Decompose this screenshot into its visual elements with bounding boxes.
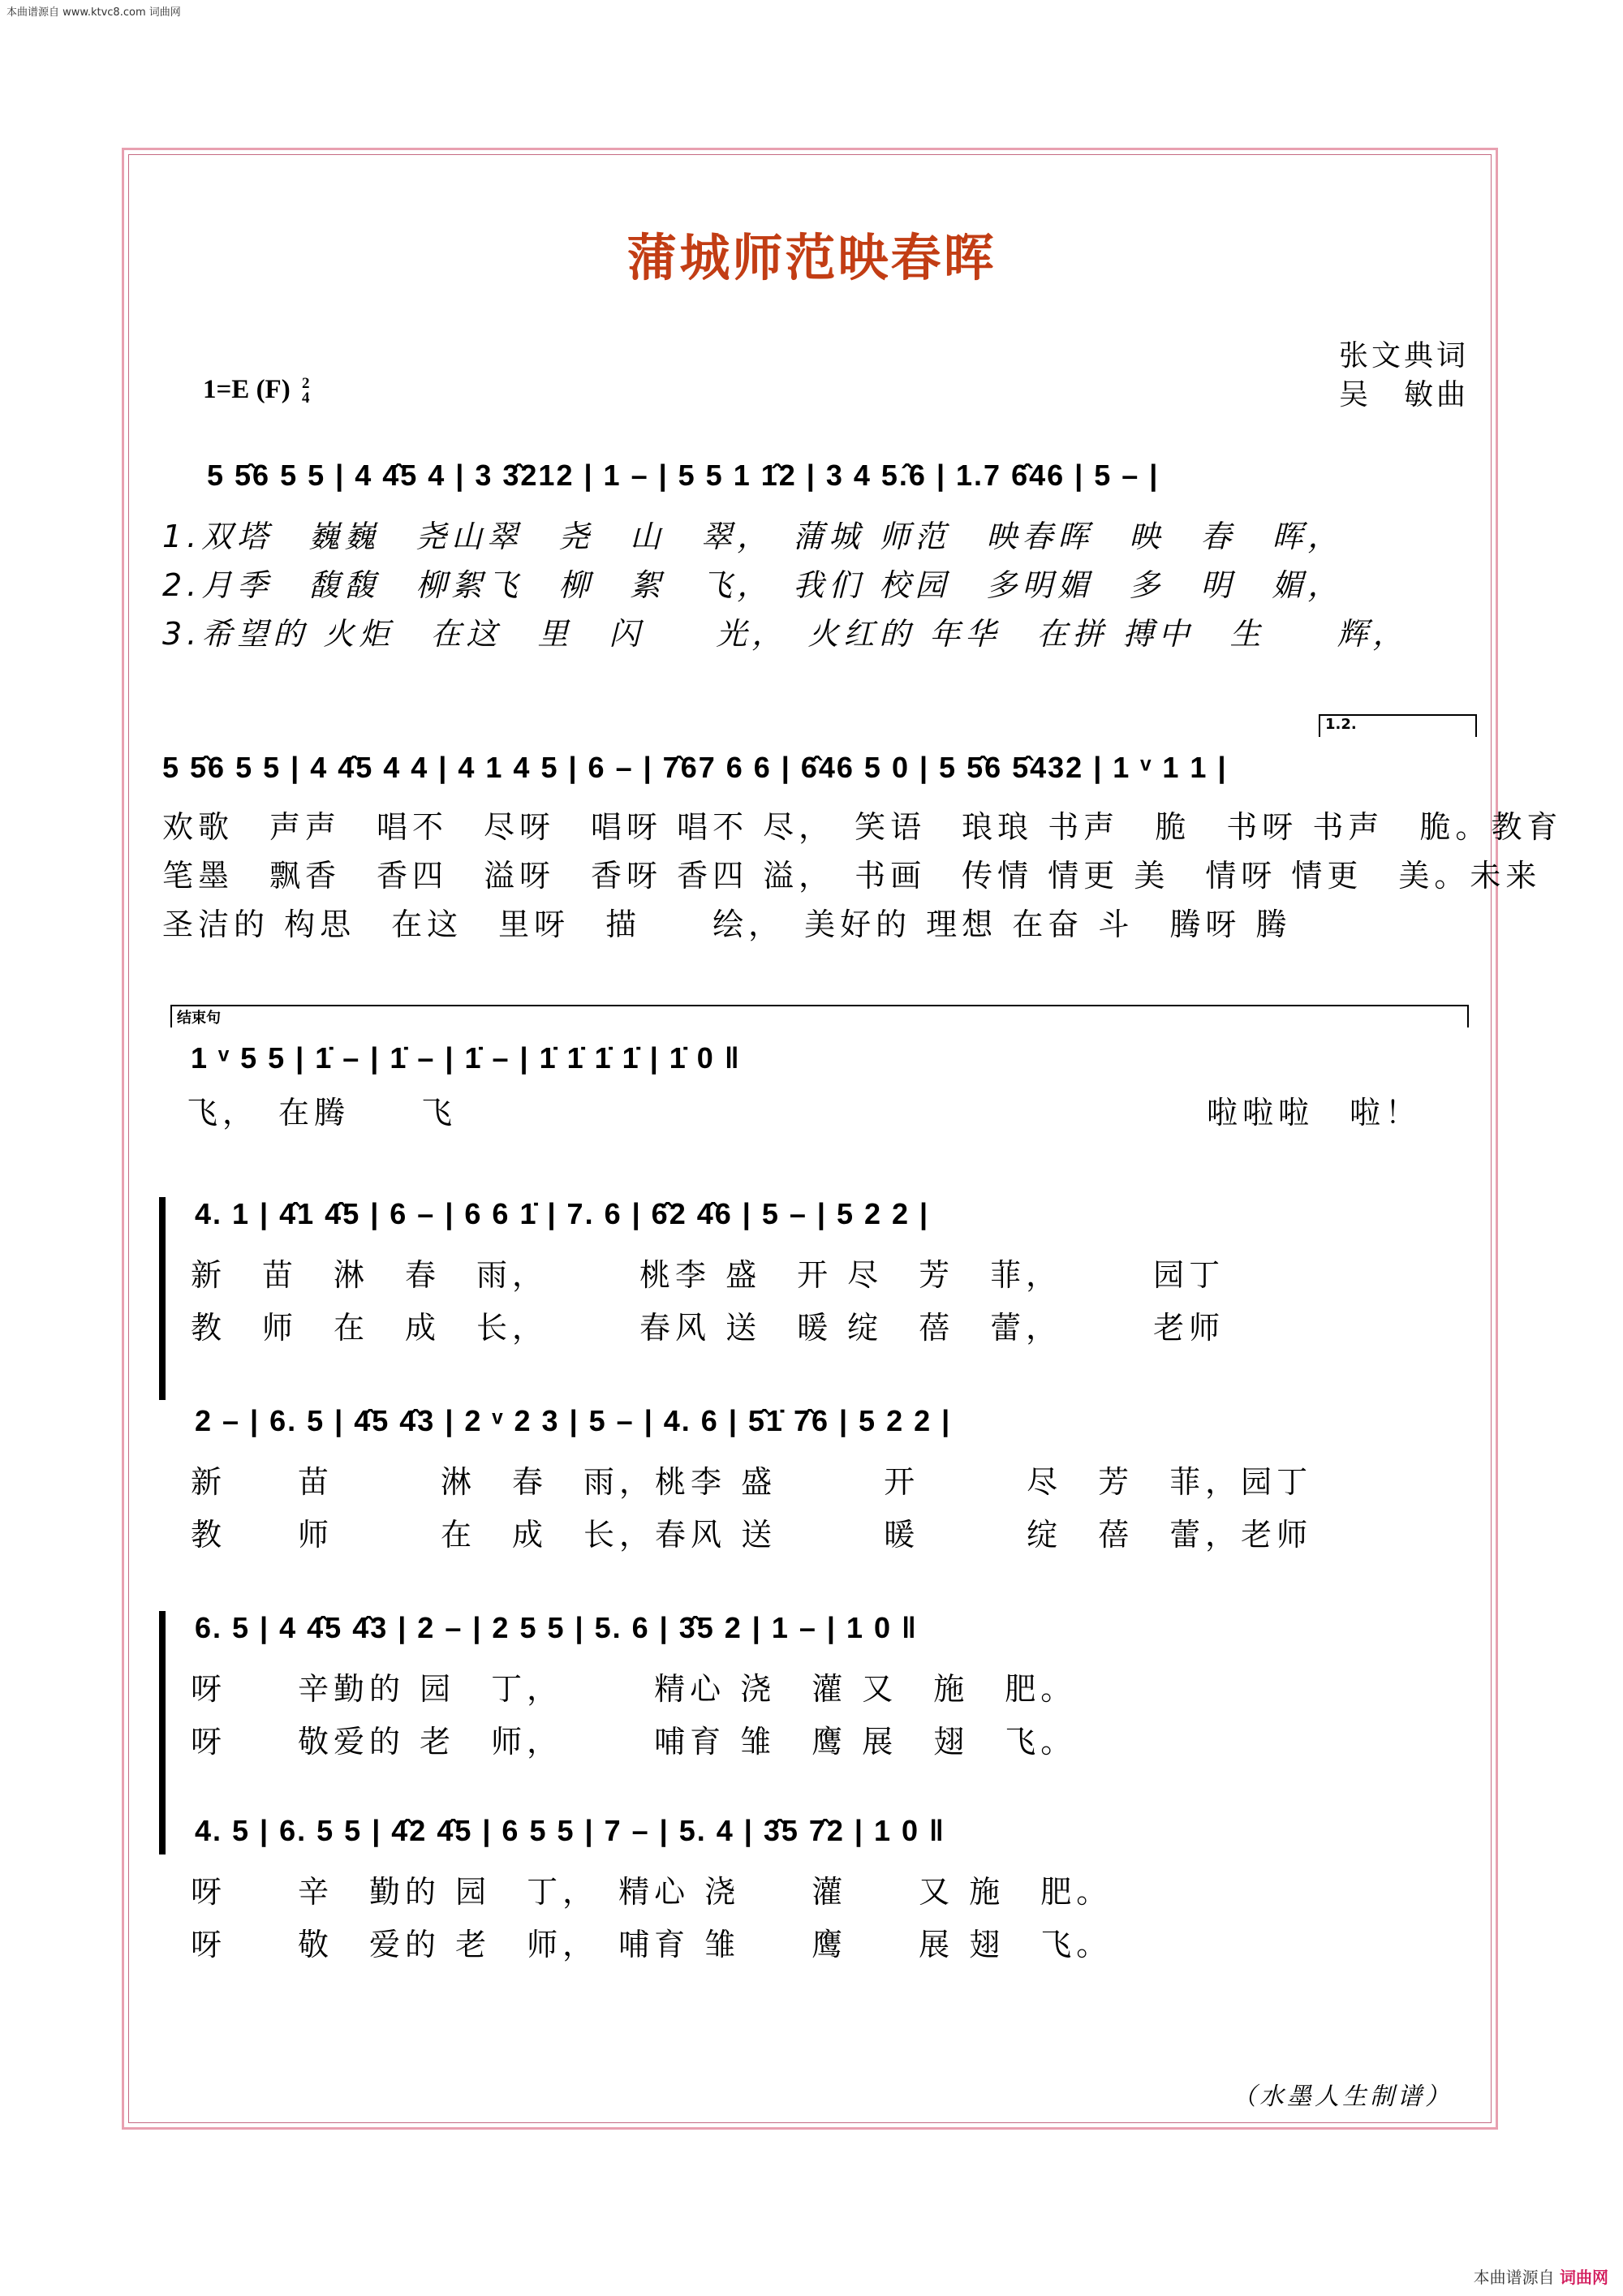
lyric-ending: 飞， 在腾 飞 啦啦啦 啦！	[187, 1095, 1422, 1131]
lyric-verse-1: 新 苗 淋 春 雨，桃李 盛 开 尽 芳 菲，园丁	[191, 1464, 1313, 1500]
song-title: 蒲城师范映春晖	[626, 228, 997, 287]
lyric-verse-1: 呀 辛勤的 园 丁， 精心 浇 灌 又 施 肥。	[191, 1671, 1077, 1707]
time-signature	[302, 377, 310, 406]
notation-line: 5 5̂6 5 5 | 4 4̂5 4 4 | 4 1 4 5 | 6 – | 7̂67 6 6 | 6̂46 5 0 | 5 5̂6 5̂432 | 1 ᵛ 1 1 |	[162, 751, 1228, 784]
lyric-verse-2: 呀 敬爱的 老 师， 哺育 雏 鹰 展 翅 飞。	[191, 1724, 1077, 1760]
lyric-verse-1: 呀 辛 勤的 园 丁， 精心 浇 灌 又 施 肥。	[191, 1874, 1113, 1910]
notation-line: 6. 5 | 4 4̂5 4̂3 | 2 – | 2 5 5 | 5. 6 | 3̂5 2 | 1 – | 1 0 ‖	[195, 1611, 918, 1644]
volta-bracket: 1.2.	[1319, 714, 1477, 737]
time-sig-top: 2	[301, 375, 310, 393]
notation-line: 4. 1 | 4̂1 4̂5 | 6 – | 6 6 1̇ | 7. 6 | 6̂2 4̂6 | 5 – | 5 2 2 |	[195, 1197, 930, 1230]
key-signature	[203, 375, 309, 406]
lyric-verse-2: 教 师 在 成 长，春风 送 暖 绽 蓓 蕾，老师	[191, 1517, 1313, 1553]
lyric-verse-2: 教 师 在 成 长， 春风 送 暖 绽 蓓 蕾， 老师	[191, 1310, 1225, 1346]
source-footer-text: 本曲谱源自	[1473, 2268, 1555, 2287]
lyric-verse-3: 3.希望的 火炬 在这 里 闪 光， 火红的 年华 在拼 搏中 生 辉，	[162, 616, 1409, 652]
composer-credit: 吴 敏曲	[1338, 378, 1469, 411]
source-footer-site: 词曲网	[1560, 2268, 1608, 2287]
notation-line: 4. 5 | 6. 5 5 | 4̂2 4̂5 | 6 5 5 | 7 – | 5. 4 | 3̂5 7̂2 | 1 0 ‖	[195, 1814, 945, 1847]
source-header: 本曲谱源自 www.ktvc8.com 词曲网	[6, 6, 181, 19]
source-footer	[1474, 2264, 1608, 2288]
system-brace	[159, 1197, 166, 1400]
lyric-verse-2: 笔墨 飘香 香四 溢呀 香呀 香四 溢， 书画 传情 情更 美 情呀 情更 美。未来	[162, 858, 1542, 894]
key-label: 1=E (F)	[203, 375, 291, 404]
notation-line: 1 ᵛ 5 5 | 1̇ – | 1̇ – | 1̇ – | 1̇ 1̇ 1̇ 1̇ | 1̇ 0 ‖	[191, 1041, 741, 1075]
lyric-verse-1: 1.双塔 巍巍 尧山翠 尧 山 翠， 蒲城 师范 映春晖 映 春 晖，	[162, 519, 1344, 554]
system-brace	[159, 1611, 166, 1854]
ending-label: 结束句	[170, 1005, 1469, 1027]
lyric-verse-1: 欢歌 声声 唱不 尽呀 唱呀 唱不 尽， 笑语 琅琅 书声 脆 书呀 书声 脆。教育	[162, 809, 1563, 845]
lyric-verse-1: 新 苗 淋 春 雨， 桃李 盛 开 尽 芳 菲， 园丁	[191, 1257, 1225, 1293]
notation-line: 2 – | 6. 5 | 4̂5 4̂3 | 2 ᵛ 2 3 | 5 – | 4. 6 | 5̂1̇ 7̂6 | 5 2 2 |	[195, 1404, 952, 1437]
transcriber-credit: （水墨人生制谱）	[1232, 2083, 1453, 2111]
lyric-verse-2: 呀 敬 爱的 老 师， 哺育 雏 鹰 展 翅 飞。	[191, 1927, 1113, 1962]
time-sig-bottom: 4	[301, 390, 310, 407]
lyric-verse-3: 圣洁的 构思 在这 里呀 描 绘， 美好的 理想 在奋 斗 腾呀 腾	[162, 907, 1292, 942]
lyric-verse-2: 2.月季 馥馥 柳絮飞 柳 絮 飞， 我们 校园 多明媚 多 明 媚，	[162, 567, 1344, 603]
notation-line: 5 5̂6 5 5 | 4 4̂5 4 | 3 3̂212 | 1 – | 5 5 1 1̂2 | 3 4 5.̂6 | 1.7 6̂46 | 5 – |	[207, 459, 1160, 492]
lyricist-credit: 张文典词	[1338, 339, 1469, 373]
